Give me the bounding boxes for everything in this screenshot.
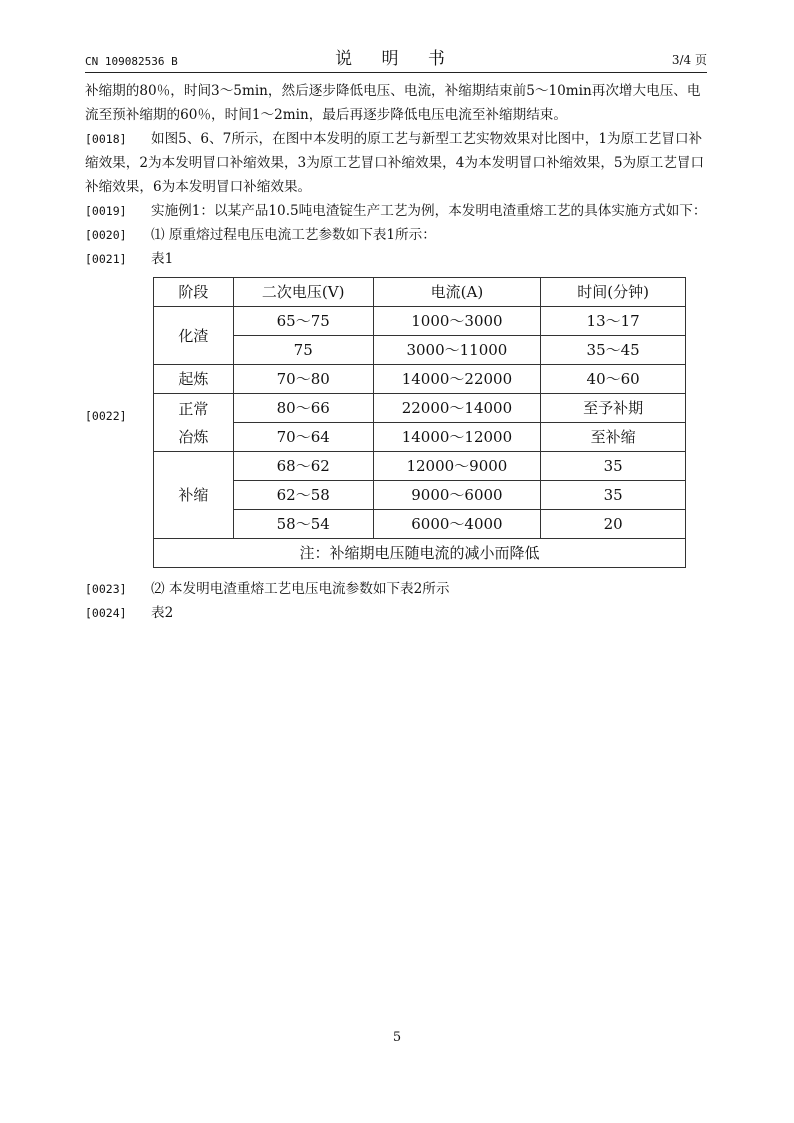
table-cell: 14000～22000 (373, 365, 541, 394)
table-cell: 35 (541, 452, 686, 481)
table-row (154, 423, 686, 452)
table-cell: 14000～12000 (373, 423, 541, 452)
paragraph-text: 补缩期的80％，时间3～5min，然后逐步降低电压、电流，补缩期结束前5～10min再次增大电压、电流至预补缩期的60％，时间1～2min，最后再逐步降低电压电流至补缩期结束。 (85, 83, 701, 123)
paragraph-text: ⑴ 原重熔过程电压电流工艺参数如下表1所示： (151, 227, 436, 243)
table-cell: 62～58 (233, 481, 373, 510)
table-row (154, 307, 686, 336)
table-cell: 65～75 (233, 307, 373, 336)
table-cell: 35 (541, 481, 686, 510)
paragraph-number: [0021] (85, 252, 127, 266)
paragraph-text: 实施例1：以某产品10.5吨电渣锭生产工艺为例，本发明电渣重熔工艺的具体实施方式如下： (151, 203, 707, 219)
paragraph-continued (85, 79, 708, 127)
table-cell: 58～54 (233, 510, 373, 539)
table-caption: 表2 (151, 605, 174, 621)
table-row (154, 452, 686, 481)
column-header: 时间(分钟) (541, 278, 686, 307)
paragraph-0021 (85, 247, 708, 271)
table-note: 注：补缩期电压随电流的减小而降低 (154, 539, 686, 568)
paragraph-text: 如图5、6、7所示，在图中本发明的原工艺与新型工艺实物效果对比图中，1为原工艺冒口补缩效果，2为本发明冒口补缩效果，3为原工艺冒口补缩效果，4为本发明冒口补缩效果，5为原工艺冒口补缩效果，6为本发明冒口补缩效果。 (85, 131, 705, 195)
stage-cell: 起炼 (154, 365, 234, 394)
table-row (154, 336, 686, 365)
paragraph-number: [0023] (85, 582, 127, 596)
table-cell: 20 (541, 510, 686, 539)
table-cell: 70～80 (233, 365, 373, 394)
table-caption: 表1 (151, 251, 174, 267)
stage-cell: 补缩 (154, 452, 234, 539)
paragraph-number: [0020] (85, 228, 127, 242)
table-cell: 至予补期 (541, 394, 686, 423)
table-cell: 80～66 (233, 394, 373, 423)
paragraph-0020 (85, 223, 708, 247)
patent-number: CN 109082536 B (85, 55, 178, 68)
page-number: 5 (392, 1030, 402, 1045)
stage-label-line: 正常 (178, 399, 209, 418)
table-cell: 40～60 (541, 365, 686, 394)
parameter-table (153, 277, 686, 568)
table-cell: 13～17 (541, 307, 686, 336)
column-header: 阶段 (154, 278, 234, 307)
paragraph-number: [0018] (85, 132, 127, 146)
stage-cell (154, 394, 234, 452)
paragraph-number: [0019] (85, 204, 127, 218)
table-row (154, 394, 686, 423)
paragraph-text: ⑵ 本发明电渣重熔工艺电压电流参数如下表2所示 (151, 581, 450, 597)
table-cell: 9000～6000 (373, 481, 541, 510)
table-cell: 1000～3000 (373, 307, 541, 336)
paragraph-0022 (85, 277, 708, 569)
table-cell: 70～64 (233, 423, 373, 452)
document-body (85, 79, 708, 625)
paragraph-0023 (85, 577, 708, 601)
table-cell: 75 (233, 336, 373, 365)
column-header: 电流(A) (373, 278, 541, 307)
paragraph-number: [0022] (85, 409, 127, 423)
document-title: 说 明 书 (335, 49, 457, 69)
table-cell: 12000～9000 (373, 452, 541, 481)
table-header-row (154, 278, 686, 307)
table-cell: 35～45 (541, 336, 686, 365)
table-row (154, 365, 686, 394)
column-header: 二次电压(V) (233, 278, 373, 307)
paragraph-number: [0024] (85, 606, 127, 620)
table-row (154, 481, 686, 510)
paragraph-0024 (85, 601, 708, 625)
stage-cell: 化渣 (154, 307, 234, 365)
stage-label-line: 冶炼 (178, 427, 209, 446)
table-cell: 6000～4000 (373, 510, 541, 539)
table-note-row (154, 539, 686, 568)
table-cell: 68～62 (233, 452, 373, 481)
table-cell: 22000～14000 (373, 394, 541, 423)
paragraph-0019 (85, 199, 708, 223)
paragraph-0018 (85, 127, 708, 199)
page-info: 3/4 页 (671, 53, 707, 67)
table-cell: 至补缩 (541, 423, 686, 452)
table-row (154, 510, 686, 539)
page-header (85, 44, 707, 73)
table-cell: 3000～11000 (373, 336, 541, 365)
